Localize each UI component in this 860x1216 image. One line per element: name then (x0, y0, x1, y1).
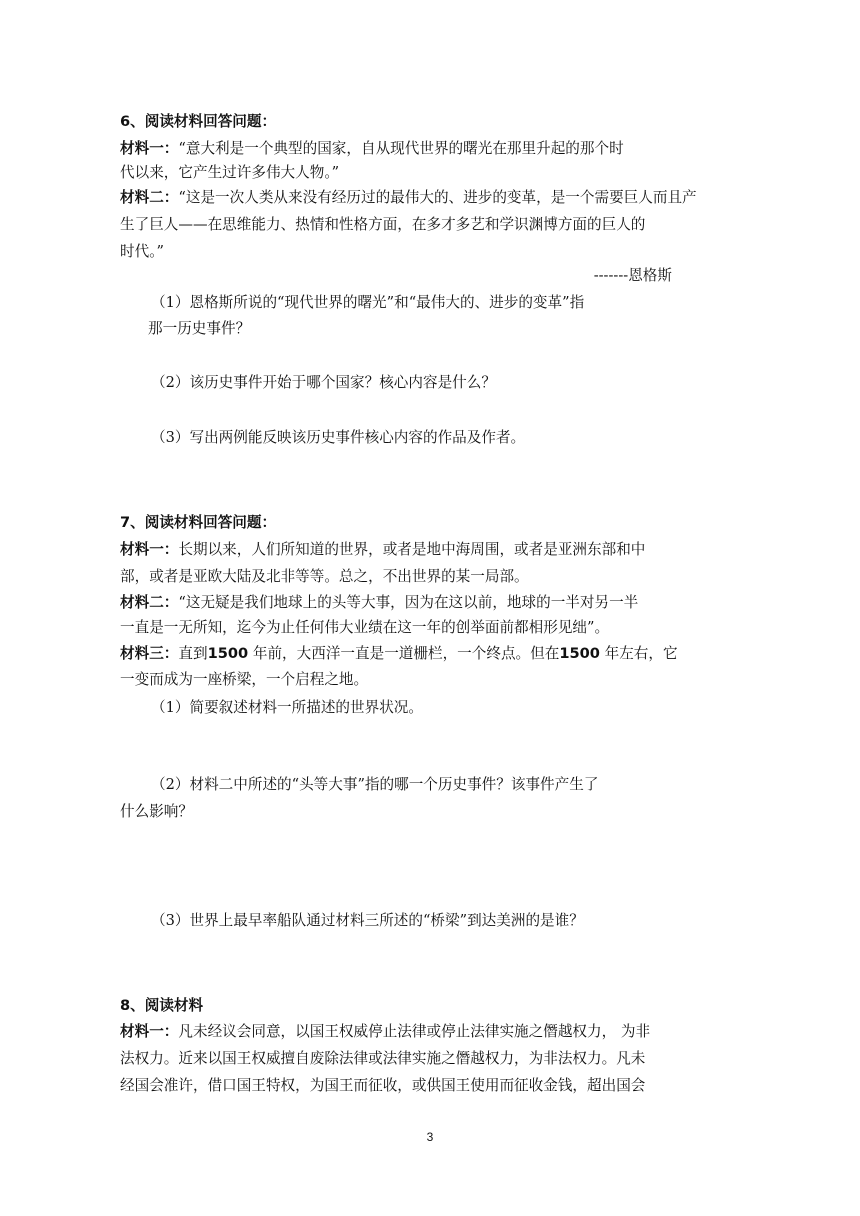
q6-signature: -------恩格斯 (593, 267, 672, 284)
page-number: 3 (426, 1130, 434, 1144)
q7-material2-line1 (120, 592, 638, 614)
q6-heading: 6、阅读材料回答问题： (120, 113, 277, 130)
q6-material1-label: 材料一： (120, 140, 179, 157)
q6-material2-text1: “这是一次人类从来没有经历过的最伟大的、进步的变革，是一个需要巨人而且产 (178, 189, 697, 206)
q7-question2-line1: （2）材料二中所述的“头等大事”指的哪一个历史事件？该事件产生了 (151, 776, 599, 793)
q6-material1-line2: 代以来，它产生过许多伟大人物。” (120, 164, 340, 181)
q7-material2-text1: “这无疑是我们地球上的头等大事，因为在这以前，地球的一半对另一半 (178, 594, 639, 611)
q7-material2-label: 材料二： (120, 594, 179, 611)
q6-question3: （3）写出两例能反映该历史事件核心内容的作品及作者。 (151, 429, 526, 446)
q7-material3-line2: 一变而成为一座桥梁，一个启程之地。 (120, 671, 369, 688)
q6-material1-text1: “意大利是一个典型的国家，自从现代世界的曙光在那里升起的那个时 (178, 140, 624, 157)
q8-material1-text1: 凡未经议会同意，以国王权威停止法律或停止法律实施之僭越权力， 为非 (178, 1023, 651, 1040)
q8-heading: 8、阅读材料 (120, 997, 204, 1014)
q7-heading: 7、阅读材料回答问题： (120, 514, 277, 531)
q7-question3: （3）世界上最早率船队通过材料三所述的“桥梁”到达美洲的是谁？ (151, 912, 584, 929)
q7-material1-line2: 部，或者是亚欧大陆及北非等等。总之，不出世界的某一局部。 (120, 568, 529, 585)
q6-question1-line1: （1）恩格斯所说的“现代世界的曙光”和“最伟大的、进步的变革”指 (151, 294, 585, 311)
q8-material1-line1 (120, 1021, 650, 1043)
q7-material3-text1b: 年前，大西洋一直是一道栅栏，一个终点。但在 (248, 645, 560, 662)
q7-material3-year1: 1500 (207, 645, 249, 662)
q8-material1-line3: 经国会准许，借口国王特权，为国王而征收，或供国王使用而征收金钱，超出国会 (120, 1077, 646, 1094)
q7-material3-label: 材料三： (120, 645, 179, 662)
q7-material1-line1 (120, 539, 645, 561)
q7-material3-year2: 1500 (559, 645, 600, 662)
q7-material2-line2: 一直是一无所知，迄今为止任何伟大业绩在这一年的创举面前都相形见绌”。 (120, 619, 610, 636)
q7-material1-text1: 长期以来，人们所知道的世界，或者是地中海周围，或者是亚洲东部和中 (178, 541, 646, 558)
q7-material1-label: 材料一： (120, 541, 179, 558)
q6-question2: （2）该历史事件开始于哪个国家？核心内容是什么？ (151, 374, 496, 391)
q8-material1-label: 材料一： (120, 1023, 179, 1040)
q7-question2-line2: 什么影响？ (120, 803, 193, 820)
q7-material3-line1 (120, 643, 678, 665)
q7-question1: （1）简要叙述材料一所描述的世界状况。 (151, 699, 423, 716)
q6-material2-line1 (120, 187, 697, 209)
q6-material2-label: 材料二： (120, 189, 179, 206)
q6-question1-line2: 那一历史事件？ (148, 320, 251, 337)
q6-material2-line2: 生了巨人——在思维能力、热情和性格方面，在多才多艺和学识渊博方面的巨人的 (120, 216, 646, 233)
q7-material3-text1c: 年左右，它 (599, 645, 678, 662)
q6-material1-line1 (120, 138, 624, 160)
q8-material1-line2: 法权力。近来以国王权威擅自废除法律或法律实施之僭越权力，为非法权力。凡未 (120, 1050, 646, 1067)
q7-material3-text1a: 直到 (178, 645, 208, 662)
q6-material2-line3: 时代。” (120, 243, 164, 260)
